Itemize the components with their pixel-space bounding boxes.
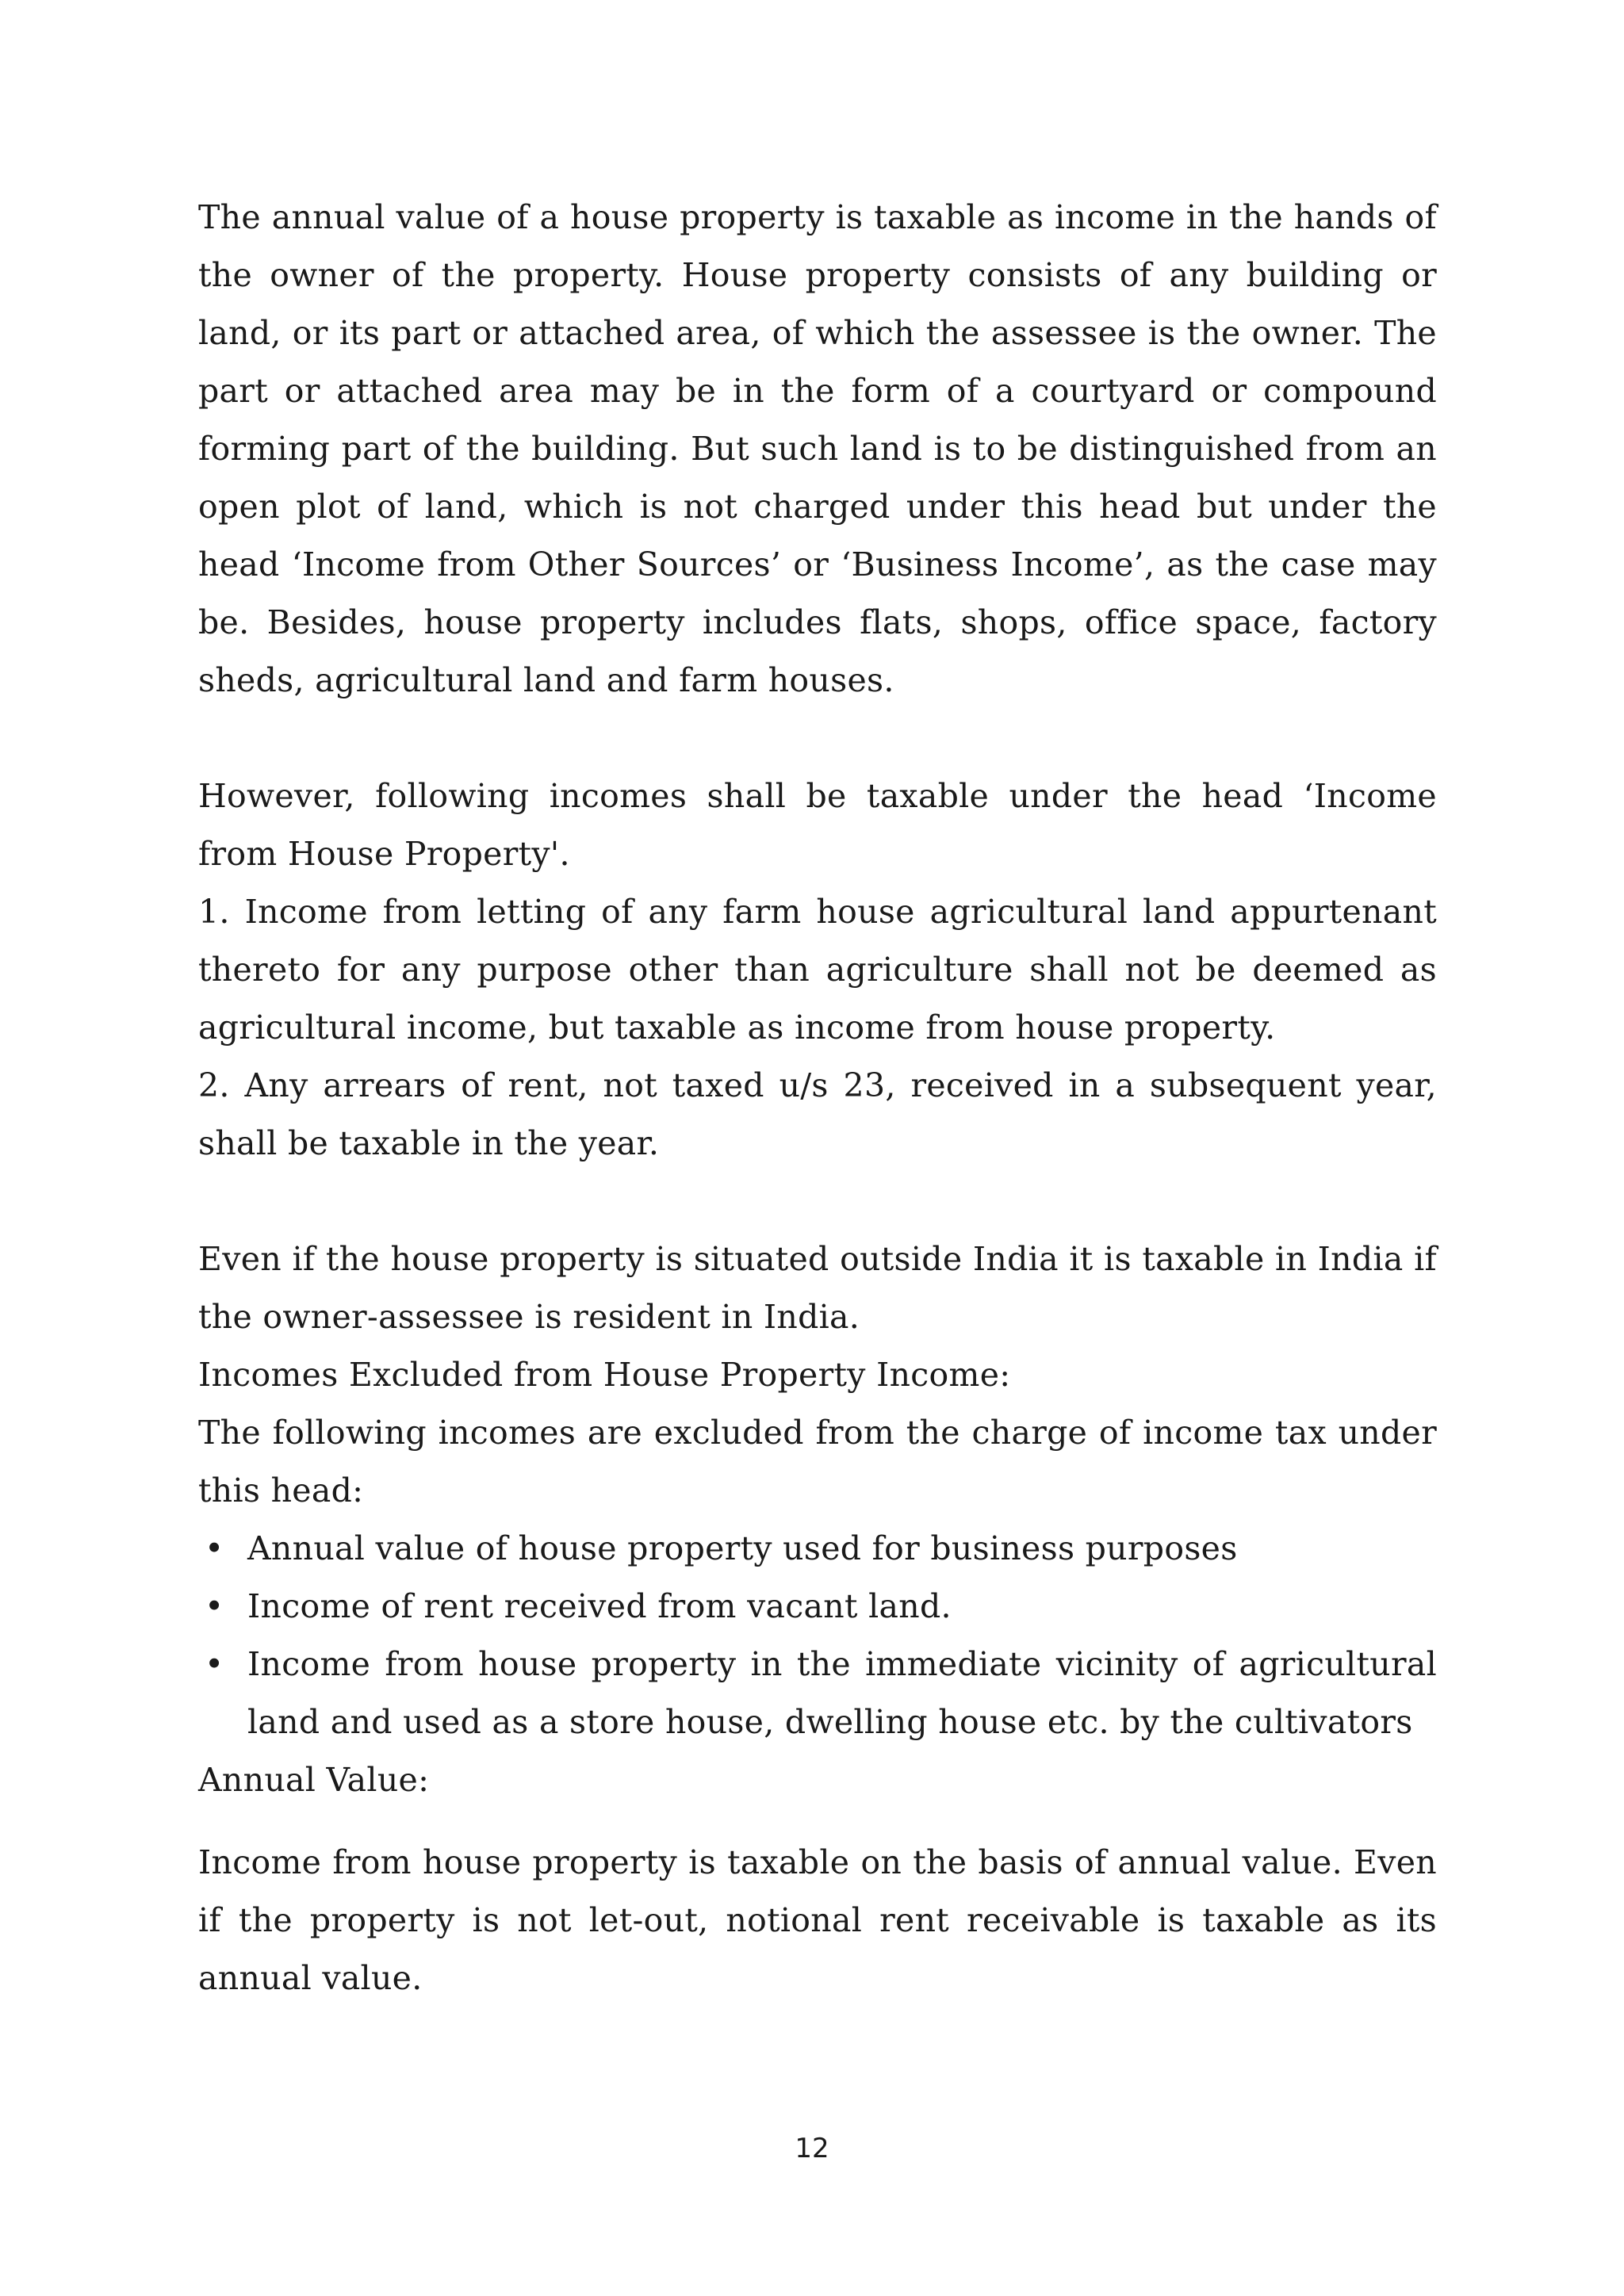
- bullet-icon: •: [205, 1529, 224, 1567]
- list-item-text: Income of rent received from vacant land.: [247, 1587, 952, 1625]
- excluded-incomes-intro: The following incomes are excluded from the charge of income tax under this head:: [198, 1414, 1437, 1510]
- intro-paragraph: The annual value of a house property is taxable as income in the hands of the owner of the property. House property consists of any building or land, or its part or attached area, of which the assessee is the owner. The part or attached area may be in the form of a courtyard or compound forming part of the building. But such land is to be distinguished from an open plot of land, which is not charged under this head but under the head ‘Income from Other Sources’ or ‘Business Income’, as the case may be. Besides, house property includes flats, shops, office space, factory sheds, agricultural land and farm houses.: [198, 198, 1437, 699]
- annual-value-paragraph: Income from house property is taxable on the basis of annual value. Even if the property is not let-out, notional rent receivable is taxable as its annual value.: [198, 1843, 1437, 1997]
- page-number: 12: [795, 2133, 829, 2164]
- list-item: [198, 1520, 1437, 1578]
- list-item-text: Annual value of house property used for business purposes: [247, 1529, 1238, 1567]
- paragraph-spacer: [198, 710, 1437, 767]
- bullet-icon: •: [205, 1587, 224, 1625]
- taxable-incomes-paragraph: However, following incomes shall be taxable under the head ‘Income from House Property'.: [198, 777, 1437, 873]
- paragraph-spacer: [198, 1809, 1437, 1834]
- outside-india-paragraph: Even if the house property is situated outside India it is taxable in India if the owner-assessee is resident in India.: [198, 1240, 1437, 1336]
- point-1-paragraph: 1. Income from letting of any farm house agricultural land appurtenant thereto for any purpose other than agriculture shall not be deemed as agricultural income, but taxable as income from house property.: [198, 893, 1437, 1047]
- list-item: [198, 1578, 1437, 1636]
- paragraph-spacer: [198, 1173, 1437, 1230]
- excluded-incomes-list: [198, 1520, 1437, 1751]
- point-2-paragraph: 2. Any arrears of rent, not taxed u/s 23, received in a subsequent year, shall be taxable in the year.: [198, 1066, 1437, 1162]
- excluded-incomes-heading: Incomes Excluded from House Property Income:: [198, 1356, 1011, 1394]
- list-item-text: Income from house property in the immediate vicinity of agricultural land and used as a store house, dwelling house etc. by the cultivators: [247, 1645, 1437, 1741]
- page-content: [198, 189, 1437, 2007]
- list-item: [198, 1636, 1437, 1751]
- annual-value-heading: Annual Value:: [198, 1761, 430, 1799]
- bullet-icon: •: [205, 1645, 224, 1683]
